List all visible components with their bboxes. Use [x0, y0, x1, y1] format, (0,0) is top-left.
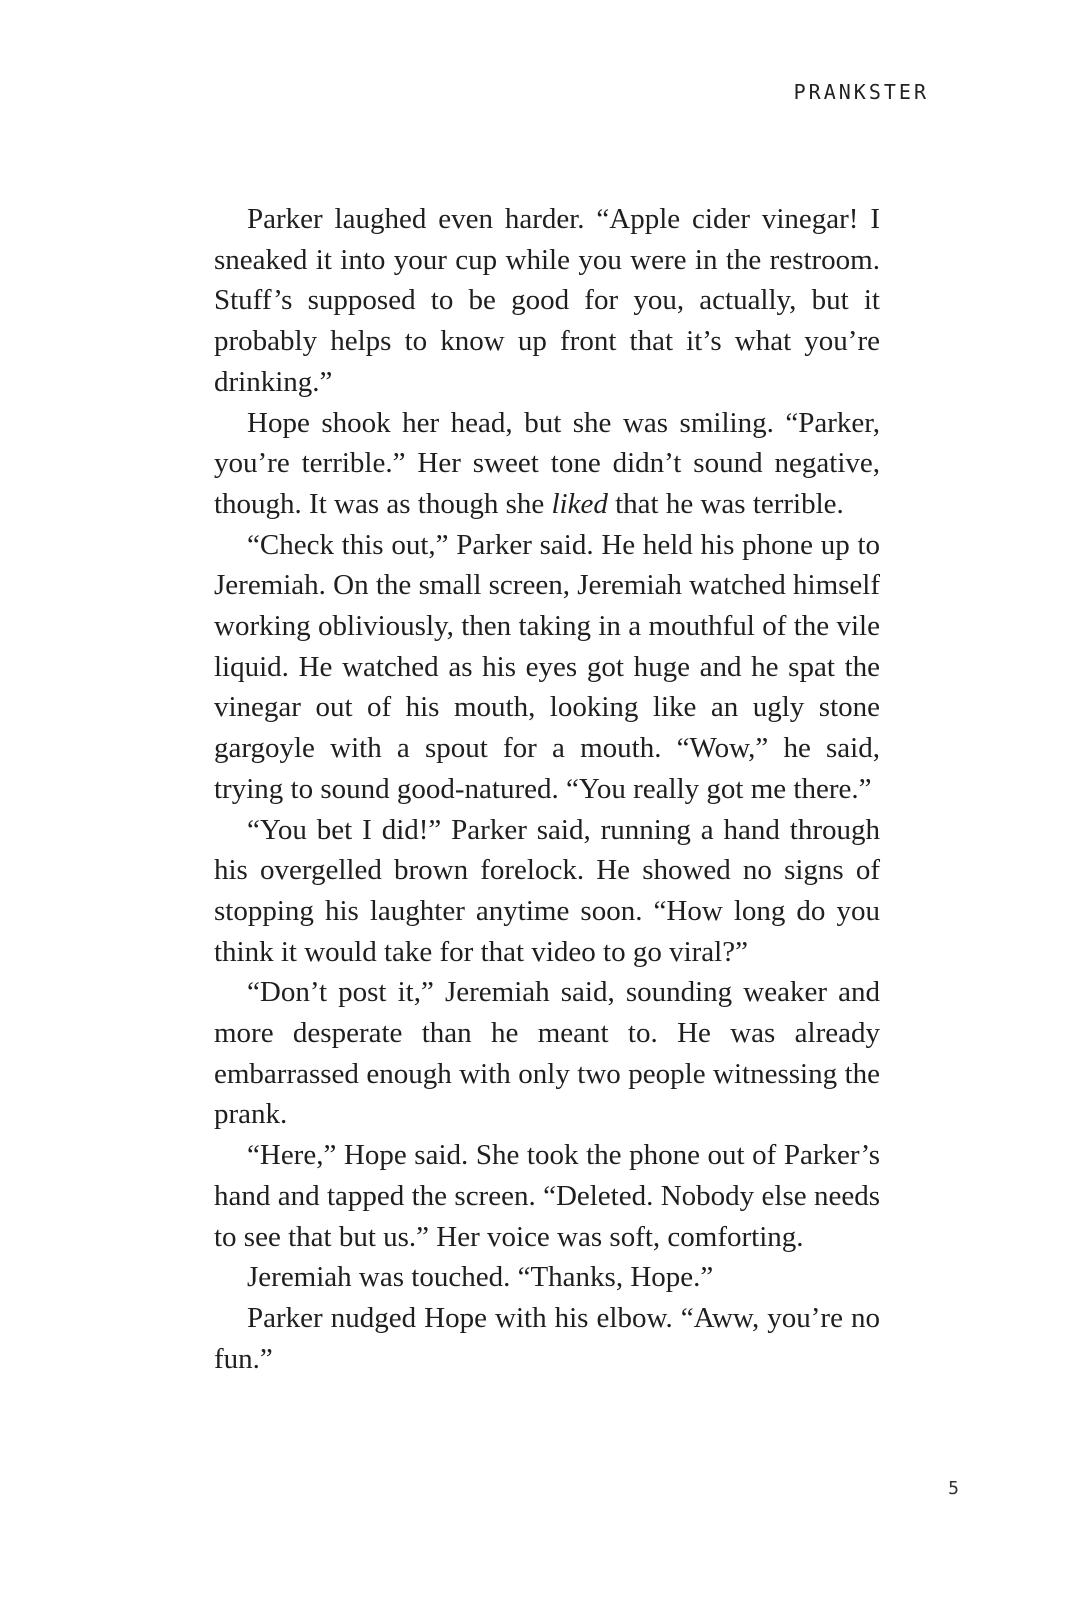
paragraph-2-emphasis: liked: [551, 487, 608, 520]
paragraph-4: “You bet I did!” Parker said, running a hand through his overgelled brown forelock. He showed no signs of stopping his laughter anytime soon. “How long do you think it would take for that video to go viral?”: [214, 813, 880, 968]
paragraph-3: “Check this out,” Parker said. He held his phone up to Jeremiah. On the small screen, Jeremiah watched himself working obliviously, then taking in a mouthful of the vile liquid. He watched as his eyes got huge and he spat the vinegar out of his mouth, looking like an ugly stone gargoyle with a spout for a mouth. “Wow,” he said, trying to sound good-natured. “You really got me there.”: [214, 528, 880, 805]
paragraph-2: [214, 403, 880, 525]
paragraph-7: Jeremiah was touched. “Thanks, Hope.”: [247, 1261, 714, 1294]
paragraph-6: “Here,” Hope said. She took the phone out of Parker’s hand and tapped the screen. “Deleted. Nobody else needs to see that but us.” Her voice was soft, comforting.: [214, 1139, 880, 1253]
page-number: 5: [948, 1478, 959, 1499]
paragraph-1: Parker laughed even harder. “Apple cider vinegar! I sneaked it into your cup while you were in the restroom. Stuff’s supposed to be good for you, actually, but it probably helps to know up front that it’s what you’re drinking.”: [214, 203, 880, 398]
body-text: [214, 199, 880, 1379]
paragraph-8: Parker nudged Hope with his elbow. “Aww, you’re no fun.”: [214, 1301, 880, 1375]
running-head: PRANKSTER: [793, 80, 929, 104]
paragraph-2-text-a: Hope shook her head, but she was smiling. “Parker, you’re terrible.” Her sweet tone didn’t sound negative, though. It was as though she: [214, 406, 880, 520]
paragraph-5: “Don’t post it,” Jeremiah said, sounding weaker and more desperate than he meant to. He was already embarrassed enough with only two people witnessing the prank.: [214, 976, 880, 1131]
paragraph-2-text-b: that he was terrible.: [607, 487, 844, 520]
